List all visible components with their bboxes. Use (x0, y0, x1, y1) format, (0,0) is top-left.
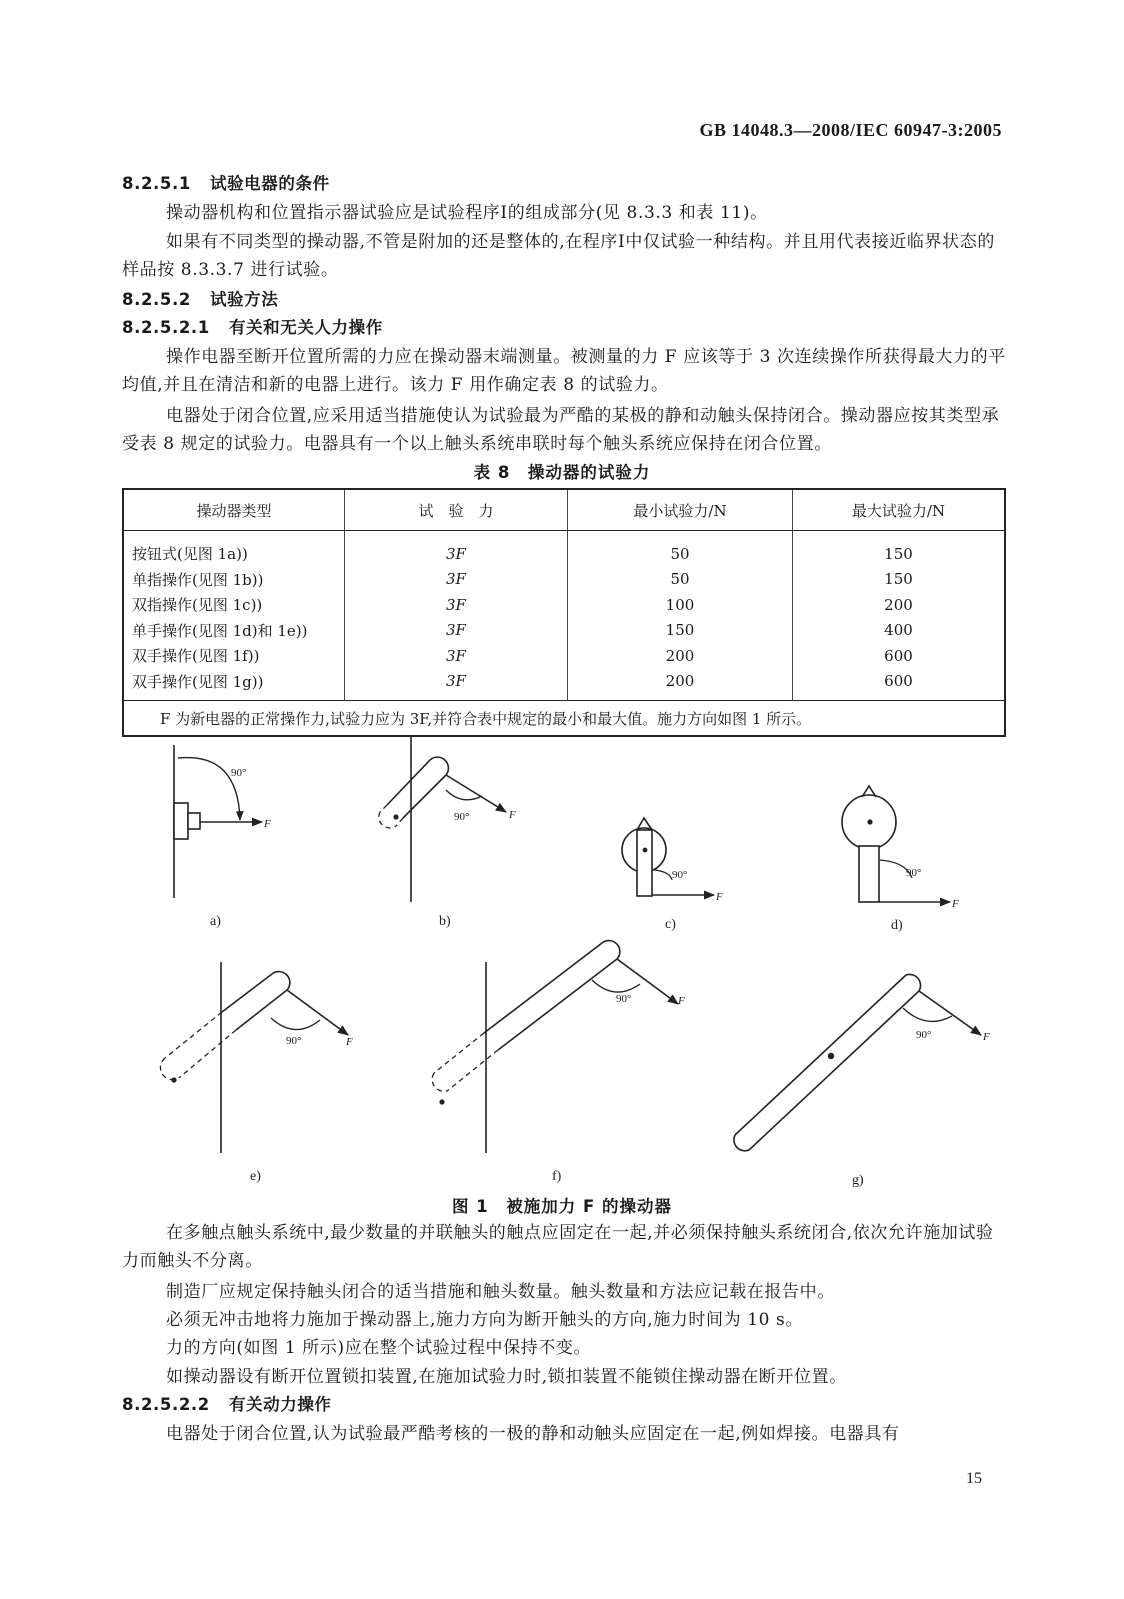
paragraph: 必须无冲击地将力施加于操动器上,施力方向为断开触头的方向,施力时间为 10 s。 (166, 1310, 803, 1330)
table-cell: 3F (345, 669, 568, 701)
table-cell: 50 (568, 567, 793, 593)
table-cell: 单指操作(见图 1b)) (123, 567, 345, 593)
sub-label-a: a) (210, 914, 221, 929)
section-title: 有关和无关人力操作 (228, 318, 383, 337)
table-cell: 150 (568, 618, 793, 644)
column-header: 最小试验力/N (568, 489, 793, 531)
figure-1f-two-hand-lever (432, 941, 678, 1153)
angle-label: 90° (454, 811, 470, 823)
section-title: 有关动力操作 (228, 1395, 332, 1414)
sub-label-d: d) (891, 918, 903, 933)
page-number: 15 (966, 1470, 982, 1487)
figure-angle-labels (231, 767, 931, 1047)
table-cell: 双指操作(见图 1c)) (123, 592, 345, 618)
paragraph: 制造厂应规定保持触头闭合的适当措施和触头数量。触头数量和方法应记载在报告中。 (166, 1282, 835, 1302)
sub-label-b: b) (439, 914, 451, 929)
angle-label: 90° (916, 1029, 932, 1041)
figure-1b-single-finger-lever (379, 735, 506, 902)
paragraph: 电器处于闭合位置,认为试验最严酷考核的一极的静和动触头应固定在一起,例如焊接。电器具有 (166, 1424, 900, 1444)
column-header: 试 验 力 (345, 489, 568, 531)
paragraph: 操作电器至断开位置所需的力应在操动器末端测量。被测量的力 F 应该等于 3 次连续操作所获得最大力的平均值,并且在清洁和新的电器上进行。该力 F 用作确定表 8 的试验力。 (122, 347, 1006, 395)
table-cell: 双手操作(见图 1g)) (123, 669, 345, 701)
force-label: F (346, 1036, 353, 1048)
figure-caption: 图 1 被施加力 F 的操动器 (452, 1197, 672, 1216)
paragraph: 电器处于闭合位置,应采用适当措施使认为试验最为严酷的某极的静和动触头保持闭合。操动器应按其类型承受表 8 规定的试验力。电器具有一个以上触头系统串联时每个触头系统应保持在闭合位置。 (122, 406, 1000, 454)
angle-label: 90° (616, 993, 632, 1005)
table-cell: 600 (884, 646, 913, 665)
paragraph: 如果有不同类型的操动器,不管是附加的还是整体的,在程序Ⅰ中仅试验一种结构。并且用代表接近临界状态的样品按 8.3.3.7 进行试验。 (122, 232, 995, 280)
figure-force-labels (263, 809, 990, 1048)
table-row (123, 669, 1005, 701)
force-label: F (509, 809, 516, 821)
section-number: 8.2.5.2.2 (122, 1395, 210, 1414)
figure-sub-labels (210, 914, 903, 1188)
force-label: F (983, 1031, 990, 1043)
section-title: 试验电器的条件 (209, 174, 330, 193)
section-heading-8-2-5-2 (122, 286, 1006, 314)
section-title: 试验方法 (209, 290, 279, 309)
table-cell: 3F (345, 643, 568, 669)
table-cell: 200 (568, 669, 793, 701)
table-cell: 100 (568, 592, 793, 618)
section-number: 8.2.5.2 (122, 290, 191, 309)
paragraph: 在多触点触头系统中,最少数量的并联触头的触点应固定在一起,并必须保持触头系统闭合,依次允许施加试验力而触头不分离。 (122, 1223, 994, 1271)
angle-label: 90° (231, 767, 247, 779)
figure-1a-push-button (174, 745, 262, 898)
table-cell: 150 (884, 570, 913, 589)
table-cell: 3F (345, 531, 568, 567)
table-cell: 按钮式(见图 1a)) (123, 531, 345, 567)
table-note: F 为新电器的正常操作力,试验力应为 3F,并符合表中规定的最小和最大值。施力方向如图 1 所示。 (123, 701, 1005, 737)
table-row (123, 643, 1005, 669)
table-cell: 单手操作(见图 1d)和 1e)) (123, 618, 345, 644)
table-cell: 3F (345, 592, 568, 618)
section-heading-8-2-5-2-2 (122, 1391, 1006, 1419)
sub-label-f: f) (552, 1169, 562, 1184)
figure-1d-single-hand-knob (842, 786, 950, 902)
angle-label: 90° (906, 867, 922, 879)
table-cell: 50 (568, 531, 793, 567)
section-heading-8-2-5-2-1 (122, 314, 1006, 342)
column-header: 最大试验力/N (793, 489, 1006, 531)
figure-1-diagram (0, 725, 1124, 1195)
sub-label-g: g) (852, 1173, 864, 1188)
table-cell: 3F (345, 567, 568, 593)
table-cell: 200 (884, 595, 913, 614)
table-cell: 200 (568, 643, 793, 669)
section-number: 8.2.5.2.1 (122, 318, 210, 337)
table-row (123, 618, 1005, 644)
figure-1g-two-hand-lever-center-pivot (734, 974, 981, 1150)
force-label: F (952, 898, 959, 910)
table-cell: 双手操作(见图 1f)) (123, 643, 345, 669)
table-cell: 600 (884, 672, 913, 691)
angle-label: 90° (672, 869, 688, 881)
sub-label-e: e) (250, 1169, 261, 1184)
angle-label: 90° (286, 1035, 302, 1047)
table-row (123, 531, 1005, 567)
force-label: F (678, 995, 685, 1007)
table-row (123, 592, 1005, 618)
section-number: 8.2.5.1 (122, 174, 191, 193)
figure-1c-two-finger-knob (622, 818, 714, 896)
paragraph: 操动器机构和位置指示器试验应是试验程序Ⅰ的组成部分(见 8.3.3 和表 11)。 (166, 203, 768, 223)
table-cell: 400 (884, 621, 913, 640)
paragraph: 如操动器设有断开位置锁扣装置,在施加试验力时,锁扣装置不能锁住操动器在断开位置。 (166, 1367, 847, 1387)
column-header: 操动器类型 (123, 489, 345, 531)
table-8 (122, 488, 1006, 737)
table-cell: 3F (345, 618, 568, 644)
table-row (123, 567, 1005, 593)
force-label: F (264, 818, 271, 830)
figure-1e-single-hand-lever (160, 962, 348, 1153)
table-cell: 150 (884, 544, 913, 563)
standard-header: GB 14048.3—2008/IEC 60947-3:2005 (699, 120, 1002, 140)
section-heading-8-2-5-1 (122, 170, 1006, 198)
paragraph: 力的方向(如图 1 所示)应在整个试验过程中保持不变。 (166, 1338, 592, 1358)
table-caption: 表 8 操动器的试验力 (473, 463, 651, 482)
force-label: F (716, 891, 723, 903)
table-header-row (123, 489, 1005, 531)
sub-label-c: c) (665, 917, 676, 932)
